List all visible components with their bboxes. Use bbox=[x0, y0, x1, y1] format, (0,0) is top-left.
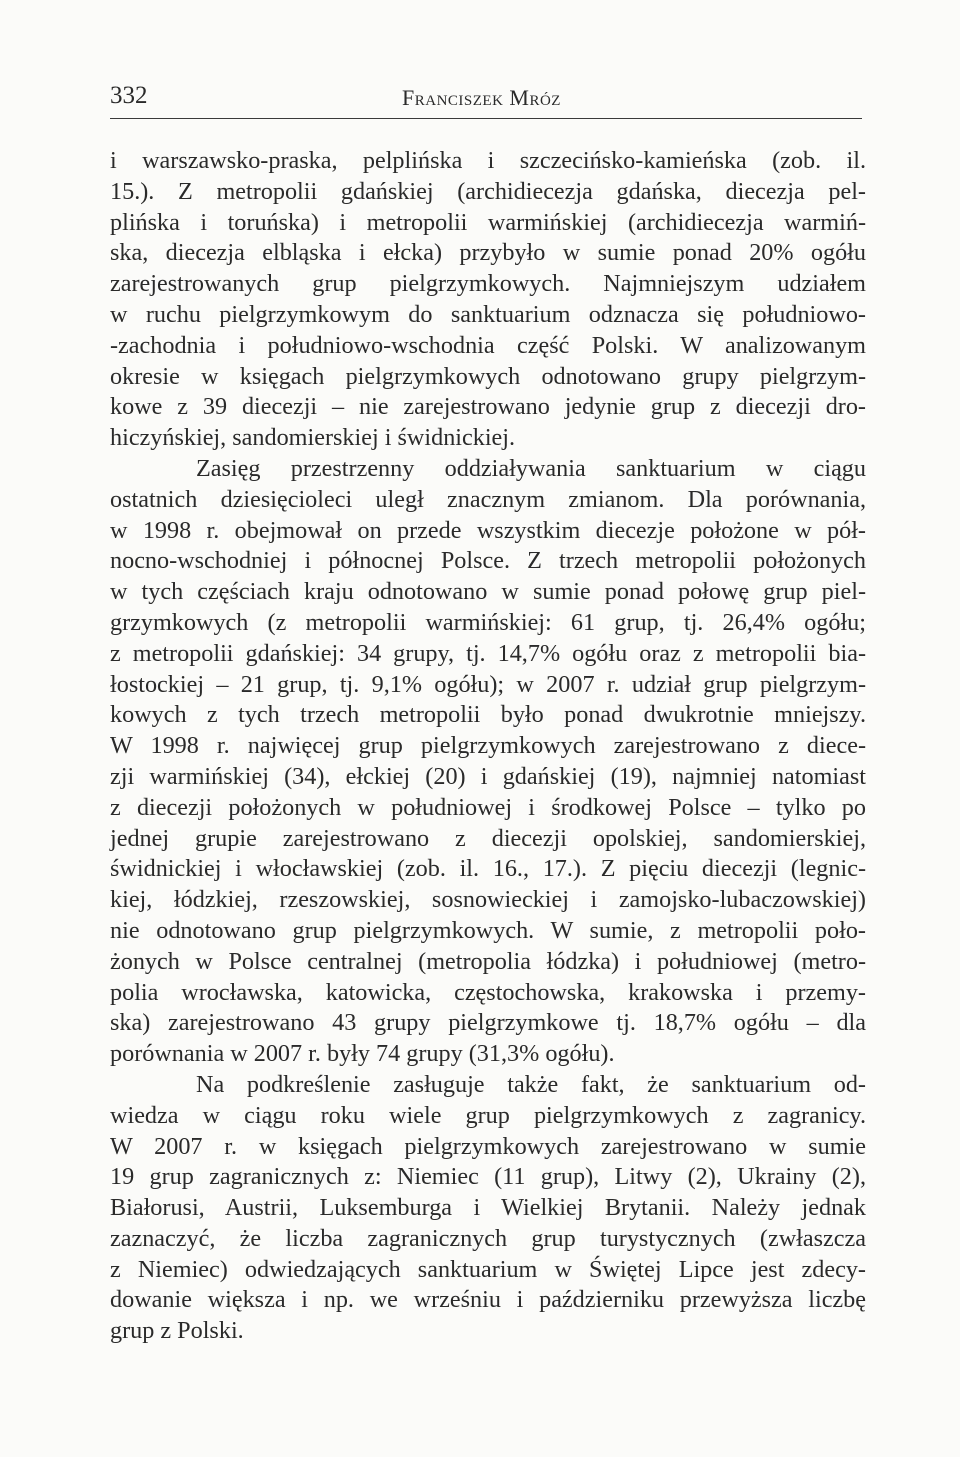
text-line: Zasięg przestrzenny oddziaływania sanktuarium w ciągu bbox=[196, 454, 866, 482]
text-line: kiej, łódzkiej, rzeszowskiej, sosnowieckiej i zamojsko-lubaczowskiej) bbox=[110, 886, 866, 914]
text-line: łostockiej – 21 grup, tj. 9,1% ogółu); w 2007 r. udział grup pielgrzym- bbox=[110, 670, 866, 698]
text-line: plińska i toruńska) i metropolii warmińskiej (archidiecezja warmiń- bbox=[110, 208, 866, 236]
body-text bbox=[110, 146, 866, 1347]
text-line: Białorusi, Austrii, Luksemburga i Wielkiej Brytanii. Należy jednak bbox=[110, 1194, 866, 1222]
text-line: dowanie większa i np. we wrześniu i październiku przewyższa liczbę bbox=[110, 1286, 866, 1314]
running-head-author: Franciszek Mróz bbox=[402, 85, 561, 110]
text-line: w 1998 r. obejmował on przede wszystkim diecezje położone w pół- bbox=[110, 516, 866, 544]
text-line: w ruchu pielgrzymkowym do sanktuarium odznacza się południowo- bbox=[110, 300, 866, 328]
header-rule bbox=[110, 118, 862, 119]
text-line: zji warmińskiej (34), ełckiej (20) i gdańskiej (19), najmniej natomiast bbox=[110, 762, 866, 790]
text-line: jednej grupie zarejestrowano z diecezji opolskiej, sandomierskiej, bbox=[110, 824, 866, 852]
text-line: świdnickiej i włocławskiej (zob. il. 16., 17.). Z pięciu diecezji (legnic- bbox=[110, 855, 866, 883]
paragraph bbox=[110, 146, 866, 454]
text-line: w tych częściach kraju odnotowano w sumie ponad połowę grup piel- bbox=[110, 578, 866, 606]
text-line: z Niemiec) odwiedzających sanktuarium w Świętej Lipce jest zdecy- bbox=[110, 1255, 866, 1283]
text-line: kowych z tych trzech metropolii było ponad dwukrotnie mniejszy. bbox=[110, 701, 866, 729]
text-line: z metropolii gdańskiej: 34 grupy, tj. 14,7% ogółu oraz z metropolii bia- bbox=[110, 639, 866, 667]
text-line: z diecezji położonych w południowej i środkowej Polsce – tylko po bbox=[110, 793, 866, 821]
text-line: grup z Polski. bbox=[110, 1317, 244, 1345]
page-header bbox=[110, 80, 862, 120]
text-line: nie odnotowano grup pielgrzymkowych. W sumie, z metropolii poło- bbox=[110, 916, 866, 944]
text-line: żonych w Polsce centralnej (metropolia łódzka) i południowej (metro- bbox=[110, 947, 866, 975]
text-line: Na podkreślenie zasługuje także fakt, że sanktuarium od- bbox=[196, 1070, 866, 1098]
text-line: -zachodnia i południowo-wschodnia część Polski. W analizowanym bbox=[110, 331, 866, 359]
text-line: polia wrocławska, katowicka, częstochowska, krakowska i przemy- bbox=[110, 978, 866, 1006]
text-line: okresie w księgach pielgrzymkowych odnotowano grupy pielgrzym- bbox=[110, 362, 866, 390]
text-line: zaznaczyć, że liczba zagranicznych grup turystycznych (zwłaszcza bbox=[110, 1224, 866, 1252]
text-line: zarejestrowanych grup pielgrzymkowych. Najmniejszym udziałem bbox=[110, 270, 866, 298]
text-line: 19 grup zagranicznych z: Niemiec (11 grup), Litwy (2), Ukrainy (2), bbox=[110, 1163, 866, 1191]
paragraph bbox=[110, 1070, 866, 1347]
text-line: ska, diecezja elbląska i ełcka) przybyło w sumie ponad 20% ogółu bbox=[110, 239, 866, 267]
paragraph bbox=[110, 454, 866, 1070]
text-line: ostatnich dziesięcioleci uległ znacznym zmianom. Dla porównania, bbox=[110, 485, 866, 513]
text-line: porównania w 2007 r. były 74 grupy (31,3% ogółu). bbox=[110, 1040, 615, 1068]
text-line: W 1998 r. najwięcej grup pielgrzymkowych zarejestrowano z diece- bbox=[110, 732, 866, 760]
text-line: i warszawsko-praska, pelplińska i szczecińsko-kamieńska (zob. il. bbox=[110, 147, 866, 174]
text-line: nocno-wschodniej i północnej Polsce. Z trzech metropolii położonych bbox=[110, 547, 866, 575]
text-line: ska) zarejestrowano 43 grupy pielgrzymkowe tj. 18,7% ogółu – dla bbox=[110, 1009, 866, 1037]
text-line: kowe z 39 diecezji – nie zarejestrowano jedynie grup z diecezji dro- bbox=[110, 393, 866, 421]
page-number: 332 bbox=[110, 82, 148, 109]
text-line: wiedza w ciągu roku wiele grup pielgrzymkowych z zagranicy. bbox=[110, 1101, 866, 1129]
text-line: W 2007 r. w księgach pielgrzymkowych zarejestrowano w sumie bbox=[110, 1132, 866, 1160]
text-line: 15.). Z metropolii gdańskiej (archidiecezja gdańska, diecezja pel- bbox=[110, 177, 866, 205]
text-line: grzymkowych (z metropolii warmińskiej: 61 grup, tj. 26,4% ogółu; bbox=[110, 608, 866, 636]
text-line: hiczyńskiej, sandomierskiej i świdnickiej. bbox=[110, 424, 516, 452]
